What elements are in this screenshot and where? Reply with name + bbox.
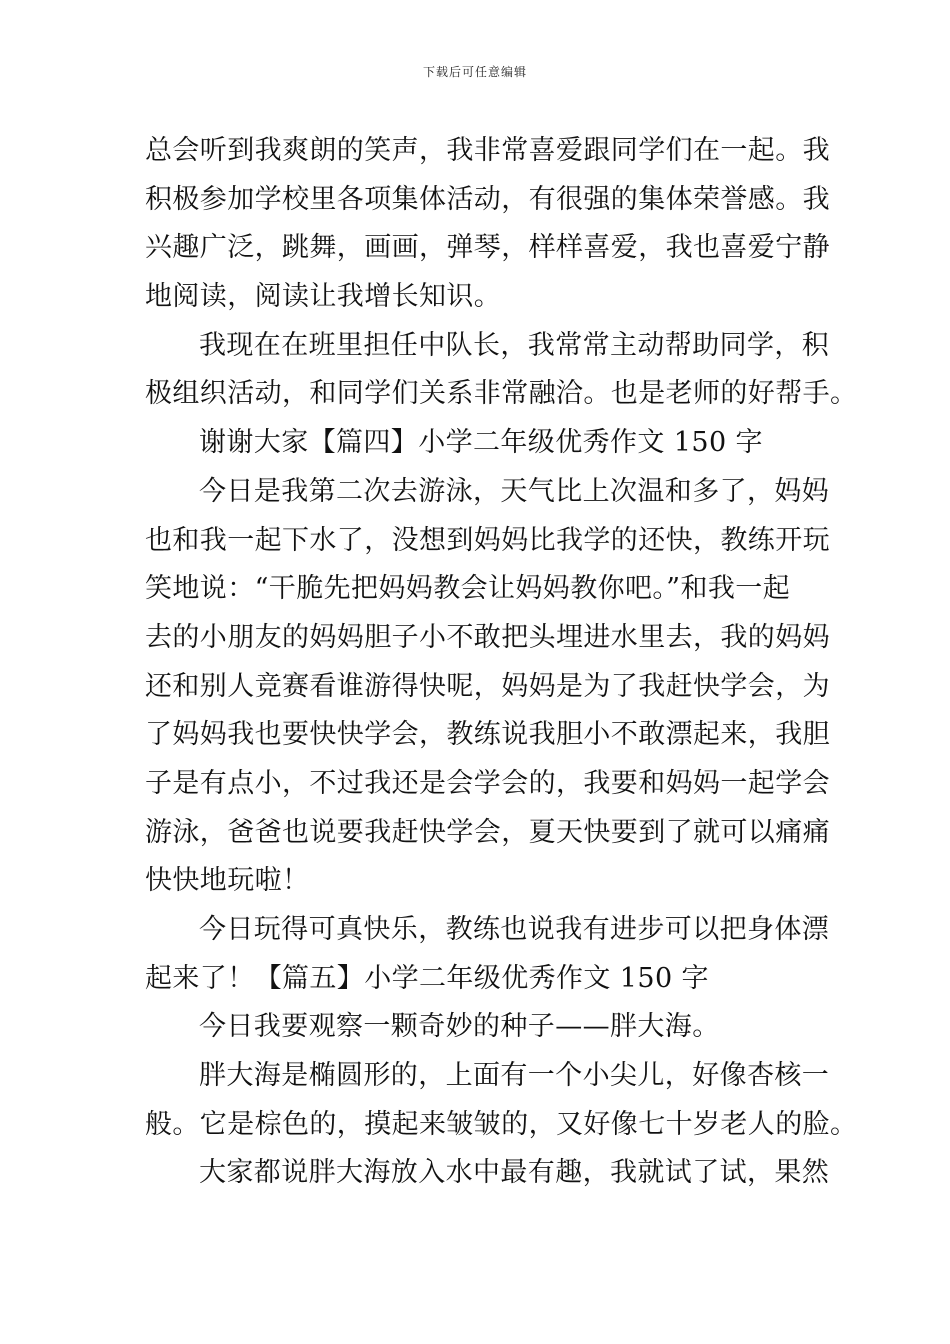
text-line: 今日我要观察一颗奇妙的种子——胖大海。 — [199, 1011, 720, 1043]
section-heading-line: 谢谢大家【篇四】小学二年级优秀作文 150 字 — [199, 427, 763, 459]
text-line: 了妈妈我也要快快学会，教练说我胆小不敢漂起来，我胆 — [145, 719, 830, 751]
text-line: 胖大海是椭圆形的，上面有一个小尖儿，好像杏核一 — [199, 1060, 830, 1092]
text-line: 地阅读，阅读让我增长知识。 — [145, 281, 502, 313]
text-line: 般。它是棕色的，摸起来皱皱的，又好像七十岁老人的脸。 — [145, 1108, 858, 1140]
text-line: 大家都说胖大海放入水中最有趣，我就试了试，果然 — [199, 1157, 830, 1189]
text-line: 还和别人竞赛看谁游得快呢，妈妈是为了我赶快学会，为 — [145, 670, 830, 702]
text-line: 也和我一起下水了，没想到妈妈比我学的还快，教练开玩 — [145, 524, 830, 556]
text-line: 积极参加学校里各项集体活动，有很强的集体荣誉感。我 — [145, 183, 830, 215]
text-line: 笑地说：“干脆先把妈妈教会让妈妈教你吧。”和我一起 — [145, 573, 791, 605]
text-line: 游泳，爸爸也说要我赶快学会，夏天快要到了就可以痛痛 — [145, 816, 830, 848]
text-line: 总会听到我爽朗的笑声，我非常喜爱跟同学们在一起。我 — [145, 135, 830, 166]
text-line: 去的小朋友的妈妈胆子小不敢把头埋进水里去，我的妈妈 — [145, 621, 830, 653]
text-line: 快快地玩啦！ — [145, 865, 310, 897]
text-line: 今日是我第二次去游泳，天气比上次温和多了，妈妈 — [199, 475, 830, 507]
text-line: 子是有点小，不过我还是会学会的，我要和妈妈一起学会 — [145, 767, 830, 799]
body-text — [145, 127, 858, 1198]
page-header: 下载后可任意编辑 — [422, 65, 527, 79]
text-line: 兴趣广泛，跳舞，画画，弹琴，样样喜爱，我也喜爱宁静 — [145, 232, 830, 264]
section-heading-line: 起来了！【篇五】小学二年级优秀作文 150 字 — [145, 962, 709, 994]
text-line: 极组织活动，和同学们关系非常融洽。也是老师的好帮手。 — [145, 378, 858, 410]
text-line: 我现在在班里担任中队长，我常常主动帮助同学，积 — [199, 329, 830, 361]
text-line: 今日玩得可真快乐，教练也说我有进步可以把身体漂 — [199, 914, 830, 945]
